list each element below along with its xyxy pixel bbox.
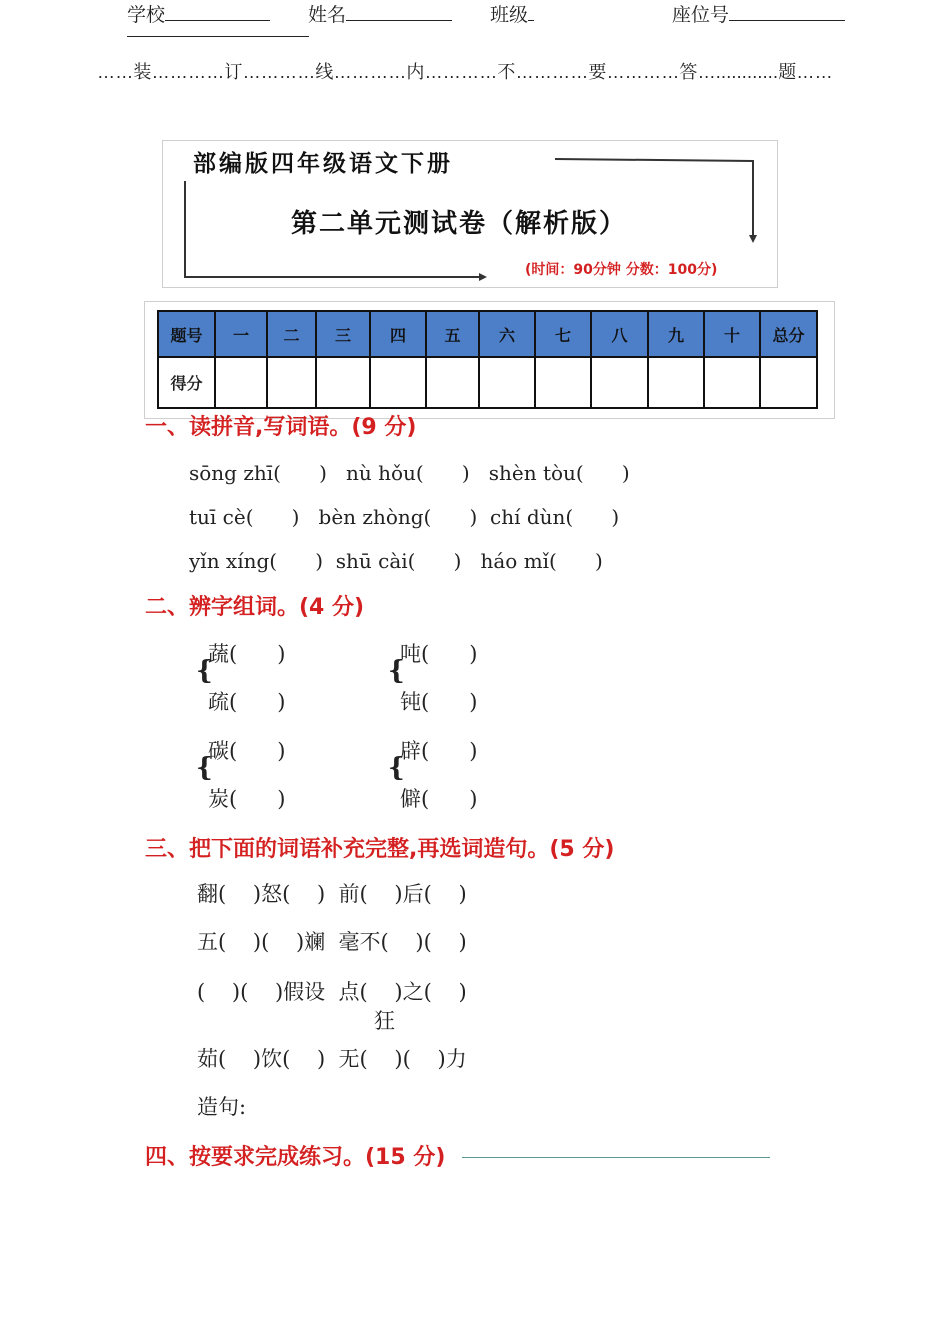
score-table [157,310,818,409]
school-label: 学校 [127,5,166,26]
score-header-cell: 总分 [760,311,817,357]
score-cell[interactable] [316,357,370,408]
score-cell[interactable] [535,357,591,408]
score-cell[interactable] [215,357,267,408]
score-header-cell: 三 [316,311,370,357]
pinyin-line: tuī cè( ) bèn zhòng( ) chí dùn( ) [189,505,620,529]
word-pair-bottom: 僻( ) [400,787,478,811]
name-field[interactable] [346,0,452,21]
score-header-cell: 八 [591,311,648,357]
binding-line: ……装…………订…………线…………内…………不…………要…………答…............题…… [97,62,833,82]
idiom-line: 五( )( )斓 毫不( )( ) [197,930,467,954]
score-header-cell: 七 [535,311,591,357]
score-row [158,357,817,408]
word-pair-bottom: 钝( ) [400,690,478,714]
seat-label: 座位号 [672,5,730,26]
extra-underline [127,36,309,37]
brace-symbol: { [196,656,213,686]
score-header-cell: 二 [267,311,316,357]
score-cell[interactable] [370,357,426,408]
class-field[interactable] [528,0,534,21]
word-pair-bottom: 炭( ) [208,787,286,811]
pinyin-line: sōng zhī( ) nù hǒu( ) shèn tòu( ) [189,461,630,485]
score-box [144,301,835,419]
school-field[interactable] [165,0,270,21]
section3-heading: 三、把下面的词语补充完整,再选词造句。(5 分) [145,837,615,862]
score-cell[interactable] [426,357,479,408]
score-cell[interactable] [267,357,316,408]
score-header-cell: 九 [648,311,704,357]
word-pair-bottom: 疏( ) [208,690,286,714]
score-header-cell: 六 [479,311,535,357]
idiom-extra-char: 狂 [374,1009,395,1033]
score-header-cell: 一 [215,311,267,357]
score-header-cell: 五 [426,311,479,357]
name-label: 姓名 [308,5,347,26]
score-cell[interactable] [479,357,535,408]
brace-symbol: { [388,656,405,686]
title-line3: (时间：90分钟 分数：100分) [525,262,718,278]
title-box [162,140,778,288]
score-header-cell: 题号 [158,311,215,357]
brace-symbol: { [388,753,405,783]
score-header-cell: 十 [704,311,760,357]
section2-heading: 二、辨字组词。(4 分) [145,595,365,620]
word-pair-top: 辟( ) [400,739,478,763]
score-header-cell: 四 [370,311,426,357]
idiom-line: 茹( )饮( ) 无( )( )力 [197,1047,467,1071]
idiom-line: ( )( )假设 点( )之( ) [197,980,467,1004]
score-cell[interactable] [760,357,817,408]
class-label: 班级 [490,5,529,26]
section1-heading: 一、读拼音,写词语。(9 分) [145,415,417,440]
sentence-label: 造句: [197,1095,247,1119]
score-row-label: 得分 [158,357,215,408]
section4-rule [462,1157,770,1158]
score-cell[interactable] [704,357,760,408]
idiom-line: 翻( )怒( ) 前( )后( ) [197,882,467,906]
section4-heading: 四、按要求完成练习。(15 分) [145,1145,446,1170]
word-pair-top: 吨( ) [400,642,478,666]
score-cell[interactable] [591,357,648,408]
brace-symbol: { [196,753,213,783]
pinyin-line: yǐn xíng( ) shū cài( ) háo mǐ( ) [189,549,603,573]
seat-field[interactable] [729,0,845,21]
word-pair-top: 碳( ) [208,739,286,763]
title-line2: 第二单元测试卷（解析版） [291,209,628,239]
score-header-row [158,311,817,357]
word-pair-top: 蔬( ) [208,642,286,666]
score-cell[interactable] [648,357,704,408]
title-line1: 部编版四年级语文下册 [193,150,453,177]
